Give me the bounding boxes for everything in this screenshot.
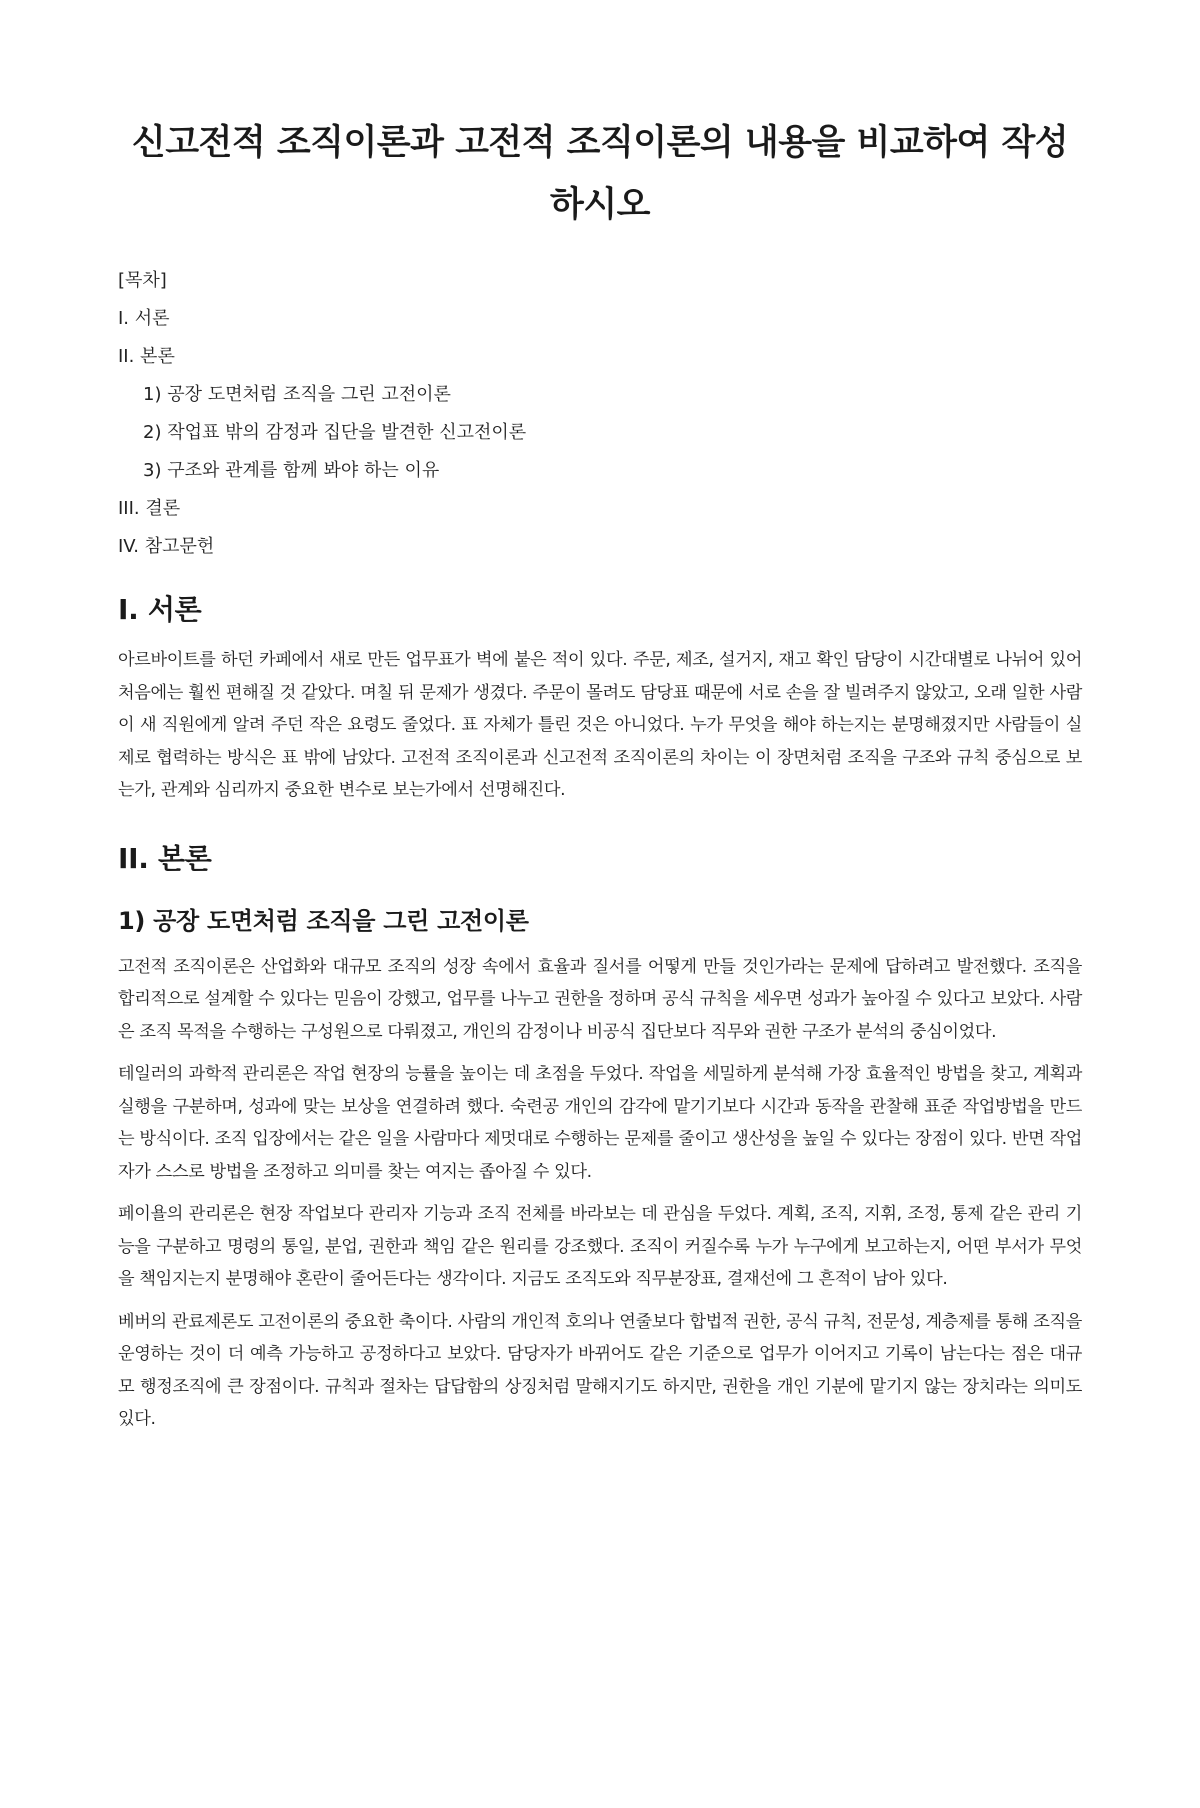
classical-paragraph-taylor: 테일러의 과학적 관리론은 작업 현장의 능률을 높이는 데 초점을 두었다. 작업을 세밀하게 분석해 가장 효율적인 방법을 찾고, 계획과 실행을 구분하며, 성과에 맞는 보상을 연결하려 했다. 숙련공 개인의 감각에 맡기기보다 시간과 동작을 관찰해 표준 작업방법을 만드는 방식이다. 조직 입장에서는 같은 일을 사람마다 제멋대로 수행하는 문제를 줄이고 생산성을 높일 수 있다는 장점이 있다. 반면 작업자가 스스로 방법을 조정하고 의미를 찾는 여지는 좁아질 수 있다. <box>118 1064 1082 1182</box>
toc-item-conclusion: III. 결론 <box>118 498 181 519</box>
document-title: 신고전적 조직이론과 고전적 조직이론의 내용을 비교하여 작성하시오 <box>131 123 1069 225</box>
classical-paragraph-fayol: 페이욜의 관리론은 현장 작업보다 관리자 기능과 조직 전체를 바라보는 데 관심을 두었다. 계획, 조직, 지휘, 조정, 통제 같은 관리 기능을 구분하고 명령의 통일, 분업, 권한과 책임 같은 원리를 강조했다. 조직이 커질수록 누가 누구에게 보고하는지, 어떤 부서가 무엇을 책임지는지 분명해야 혼란이 줄어든다는 생각이다. 지금도 조직도와 직무분장표, 결재선에 그 흔적이 남아 있다. <box>118 1204 1082 1289</box>
section-heading-body: II. 본론 <box>118 841 212 875</box>
toc-item-body: II. 본론 <box>118 346 175 367</box>
toc-item-body-sub3: 3) 구조와 관계를 함께 봐야 하는 이유 <box>143 460 440 481</box>
toc-item-intro: I. 서론 <box>118 308 170 329</box>
toc-item-body-sub2: 2) 작업표 밖의 감정과 집단을 발견한 신고전이론 <box>143 422 527 443</box>
intro-paragraph: 아르바이트를 하던 카페에서 새로 만든 업무표가 벽에 붙은 적이 있다. 주문, 제조, 설거지, 재고 확인 담당이 시간대별로 나뉘어 있어 처음에는 훨씬 편해질 것 같았다. 며칠 뒤 문제가 생겼다. 주문이 몰려도 담당표 때문에 서로 손을 잘 빌려주지 않았고, 오래 일한 사람이 새 직원에게 알려 주던 작은 요령도 줄었다. 표 자체가 틀린 것은 아니었다. 누가 무엇을 해야 하는지는 분명해졌지만 사람들이 실제로 협력하는 방식은 표 밖에 남았다. 고전적 조직이론과 신고전적 조직이론의 차이는 이 장면처럼 조직을 구조와 규칙 중심으로 보는가, 관계와 심리까지 중요한 변수로 보는가에서 선명해진다. <box>118 650 1082 800</box>
section-heading-intro: I. 서론 <box>118 593 202 626</box>
toc-heading: [목차] <box>118 270 167 291</box>
subsection-heading-classical: 1) 공장 도면처럼 조직을 그린 고전이론 <box>118 906 529 935</box>
toc-item-body-sub1: 1) 공장 도면처럼 조직을 그린 고전이론 <box>143 384 451 405</box>
document-page <box>0 112 1200 1808</box>
toc-item-references: IV. 참고문헌 <box>118 536 215 557</box>
classical-paragraph-weber: 베버의 관료제론도 고전이론의 중요한 축이다. 사람의 개인적 호의나 연줄보다 합법적 권한, 공식 규칙, 전문성, 계층제를 통해 조직을 운영하는 것이 더 예측 가능하고 공정하다고 보았다. 담당자가 바뀌어도 같은 기준으로 업무가 이어지고 기록이 남는다는 점은 대규모 행정조직에 큰 장점이다. 규칙과 절차는 답답함의 상징처럼 말해지기도 하지만, 권한을 개인 기분에 맡기지 않는 장치라는 의미도 있다. <box>118 1311 1082 1429</box>
classical-paragraph-overview: 고전적 조직이론은 산업화와 대규모 조직의 성장 속에서 효율과 질서를 어떻게 만들 것인가라는 문제에 답하려고 발전했다. 조직을 합리적으로 설계할 수 있다는 믿음이 강했고, 업무를 나누고 권한을 정하며 공식 규칙을 세우면 성과가 높아질 수 있다고 보았다. 사람은 조직 목적을 수행하는 구성원으로 다뤄졌고, 개인의 감정이나 비공식 집단보다 직무와 권한 구조가 분석의 중심이었다. <box>118 956 1082 1042</box>
table-of-contents <box>118 270 1082 558</box>
